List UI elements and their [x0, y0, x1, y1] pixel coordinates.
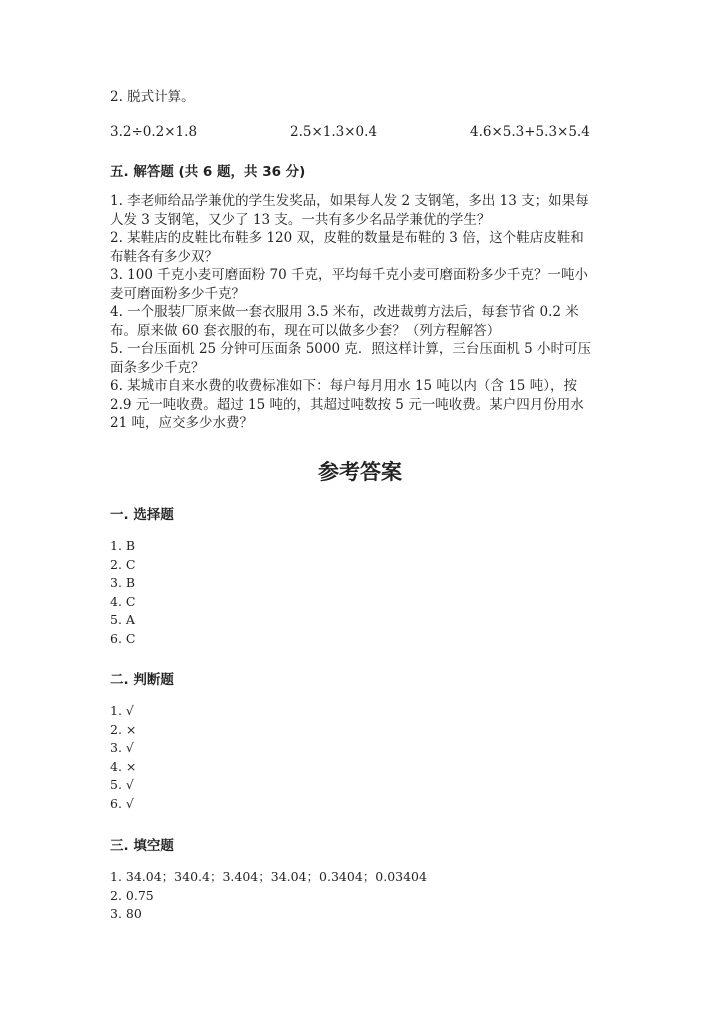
problem-line: 4. 一个服装厂原来做一套衣服用 3.5 米布，改进裁剪方法后，每套节省 0.2 米	[110, 304, 579, 320]
problem-line: 面条多少千克？	[110, 359, 205, 376]
answer-item: 5. A	[110, 612, 135, 628]
answer-item: 6. C	[110, 630, 136, 646]
answer-item: 1. √	[110, 703, 134, 718]
answers-section-choice-heading: 一. 选择题	[110, 507, 174, 523]
problem-line: 1. 李老师给品学兼优的学生发奖品，如果每人发 2 支钢笔，多出 13 支；如果每	[110, 193, 589, 209]
answers-section-judge-heading: 二. 判断题	[110, 672, 174, 688]
answer-item: 4. C	[110, 593, 136, 609]
calculation-2: 2.5×1.3×0.4	[290, 124, 378, 140]
problem-line: 2.9 元一吨收费。超过 15 吨的，其超过吨数按 5 元一吨收费。某户四月份用水	[110, 396, 584, 413]
answer-item: 3. 80	[110, 906, 142, 922]
problem-line: 布。原来做 60 套衣服的布，现在可以做多少套？（列方程解答）	[110, 322, 501, 339]
answer-item: 3. B	[110, 575, 136, 591]
problem-line: 布鞋各有多少双？	[110, 248, 218, 265]
problem-line: 6. 某城市自来水费的收费标准如下：每户每月用水 15 吨以内（含 15 吨），按	[110, 378, 577, 394]
word-problems	[110, 192, 610, 433]
answer-item: 1. 34.04；340.4；3.404；34.04；0.3404；0.03404	[110, 869, 427, 884]
answers-fill-list	[110, 868, 427, 924]
answer-item: 1. B	[110, 538, 136, 553]
answers-section-fill-heading: 三. 填空题	[110, 838, 174, 854]
answers-judge-list	[110, 702, 136, 814]
section-5-heading: 五. 解答题 (共 6 题，共 36 分)	[110, 164, 306, 180]
answers-choice-list	[110, 537, 135, 649]
answer-item: 5. √	[110, 777, 134, 793]
answer-item: 2. 0.75	[110, 887, 154, 903]
answer-item: 2. C	[110, 556, 136, 572]
problem-line: 3. 100 千克小麦可磨面粉 70 千克，平均每千克小麦可磨面粉多少千克？一吨小	[110, 267, 588, 283]
problem-line: 人发 3 支钢笔，又少了 13 支。一共有多少名品学兼优的学生？	[110, 211, 491, 228]
calculation-3: 4.6×5.3+5.3×5.4	[470, 124, 590, 140]
calculation-1: 3.2÷0.2×1.8	[110, 124, 198, 140]
problem-line: 麦可磨面粉多少千克？	[110, 285, 245, 302]
answer-item: 6. √	[110, 795, 134, 811]
section-2-label: 2. 脱式计算。	[110, 89, 195, 105]
answer-item: 2. ×	[110, 721, 137, 737]
problem-line: 5. 一台压面机 25 分钟可压面条 5000 克．照这样计算，三台压面机 5 小时可压	[110, 341, 592, 357]
answer-item: 3. √	[110, 740, 134, 756]
problem-line: 2. 某鞋店的皮鞋比布鞋多 120 双，皮鞋的数量是布鞋的 3 倍，这个鞋店皮鞋和	[110, 230, 584, 246]
problem-line: 21 吨，应交多少水费？	[110, 415, 253, 431]
answer-key-title: 参考答案	[318, 460, 402, 484]
answer-item: 4. ×	[110, 758, 137, 774]
